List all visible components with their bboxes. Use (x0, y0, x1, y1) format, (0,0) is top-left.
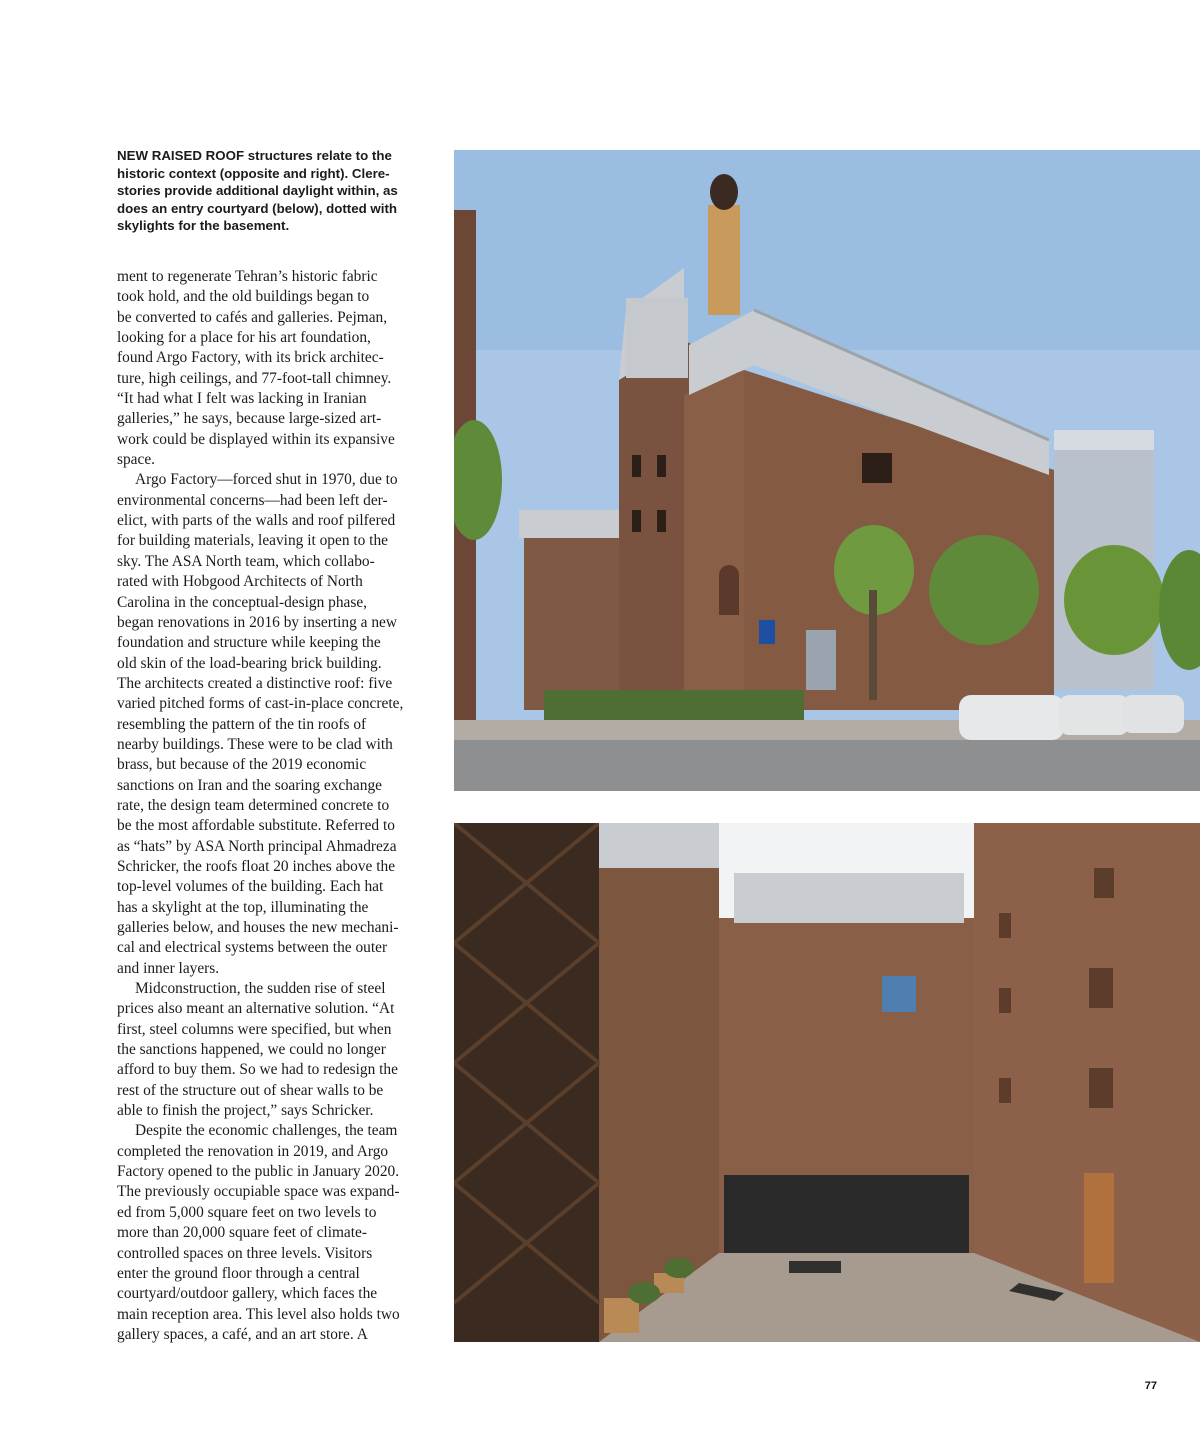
body-line: The previously occupiable space was expand- (117, 1183, 400, 1201)
body-line: galleries below, and houses the new mechani- (117, 919, 399, 936)
caption-line: skylights for the basement. (117, 218, 290, 234)
body-line: environmental concerns—had been left der- (117, 491, 388, 509)
body-line: main reception area. This level also holds two (117, 1305, 400, 1323)
body-line: elict, with parts of the walls and roof pilfered (117, 512, 396, 530)
body-line: gallery spaces, a café, and an art store. A (117, 1325, 368, 1343)
body-line: sky. The ASA North team, which collabo- (117, 552, 375, 570)
body-line: has a skylight at the top, illuminating the (117, 898, 369, 916)
body-line: Schricker, the roofs float 20 inches above the (117, 857, 396, 875)
body-line: ment to regenerate Tehran’s historic fabric (117, 268, 378, 285)
body-line: Midconstruction, the sudden rise of steel (135, 980, 386, 998)
body-line: more than 20,000 square feet of climate- (117, 1224, 368, 1242)
body-line: completed the renovation in 2019, and Argo (117, 1142, 389, 1160)
body-line: rate, the design team determined concrete to (117, 796, 390, 814)
body-line: Factory opened to the public in January 2020. (117, 1163, 400, 1181)
body-line: for building materials, leaving it open to the (117, 532, 388, 550)
body-line: space. (117, 451, 156, 469)
body-line: found Argo Factory, with its brick architec- (117, 349, 384, 367)
body-line: cal and electrical systems between the outer (117, 939, 388, 957)
caption-line: does an entry courtyard (below), dotted with (117, 200, 397, 216)
body-line: prices also meant an alternative solution. “At (117, 1000, 395, 1018)
caption-line: structures relate to the (247, 148, 392, 163)
body-line: took hold, and the old buildings began to (117, 288, 370, 306)
body-line: be converted to cafés and galleries. Pejman, (117, 308, 388, 326)
article-body (117, 267, 429, 1345)
photo-caption (117, 147, 417, 235)
body-line: The architects created a distinctive roof: five (117, 674, 393, 692)
body-line: ture, high ceilings, and 77-foot-tall chimney. (117, 369, 392, 387)
page-number: 77 (1144, 1380, 1157, 1392)
body-line: be the most affordable substitute. Referred to (117, 817, 395, 835)
body-line: controlled spaces on three levels. Visitors (117, 1244, 373, 1262)
body-line: afford to buy them. So we had to redesign the (117, 1061, 398, 1079)
body-line: Argo Factory—forced shut in 1970, due to (135, 471, 398, 489)
body-line: galleries,” he says, because large-sized art- (117, 410, 382, 428)
body-line: enter the ground floor through a central (117, 1264, 360, 1282)
body-line: “It had what I felt was lacking in Iranian (117, 390, 367, 408)
body-line: Carolina in the conceptual-design phase, (117, 593, 368, 611)
entry-courtyard-photo (454, 823, 1200, 1342)
body-line: Despite the economic challenges, the team (135, 1122, 398, 1140)
body-line: courtyard/outdoor gallery, which faces the (117, 1285, 378, 1303)
caption-line: historic context (opposite and right). Clere- (117, 165, 390, 181)
body-line: and inner layers. (117, 959, 220, 977)
body-line: work could be displayed within its expansive (117, 430, 395, 448)
body-line: sanctions on Iran and the soaring exchange (117, 776, 382, 794)
body-line: varied pitched forms of cast-in-place concrete, (117, 695, 404, 713)
caption-line: stories provide additional daylight within, as (117, 183, 398, 199)
body-line: as “hats” by ASA North principal Ahmadreza (117, 837, 397, 855)
caption-lead: NEW RAISED ROOF (117, 148, 245, 163)
body-line: rated with Hobgood Architects of North (117, 573, 363, 591)
body-line: nearby buildings. These were to be clad with (117, 735, 393, 753)
body-line: looking for a place for his art foundation, (117, 329, 371, 347)
body-line: the sanctions happened, we could no longer (117, 1041, 386, 1059)
body-line: ed from 5,000 square feet on two levels to (117, 1203, 377, 1221)
body-line: old skin of the load-bearing brick building. (117, 654, 382, 672)
body-line: rest of the structure out of shear walls to be (117, 1081, 384, 1099)
body-line: able to finish the project,” says Schricker. (117, 1102, 374, 1120)
body-line: brass, but because of the 2019 economic (117, 756, 367, 774)
body-line: top-level volumes of the building. Each hat (117, 878, 384, 896)
body-line: began renovations in 2016 by inserting a new (117, 613, 397, 631)
body-line: first, steel columns were specified, but when (117, 1020, 392, 1038)
argo-factory-exterior-photo (454, 150, 1200, 791)
body-line: foundation and structure while keeping the (117, 634, 381, 652)
body-line: resembling the pattern of the tin roofs of (117, 715, 367, 733)
